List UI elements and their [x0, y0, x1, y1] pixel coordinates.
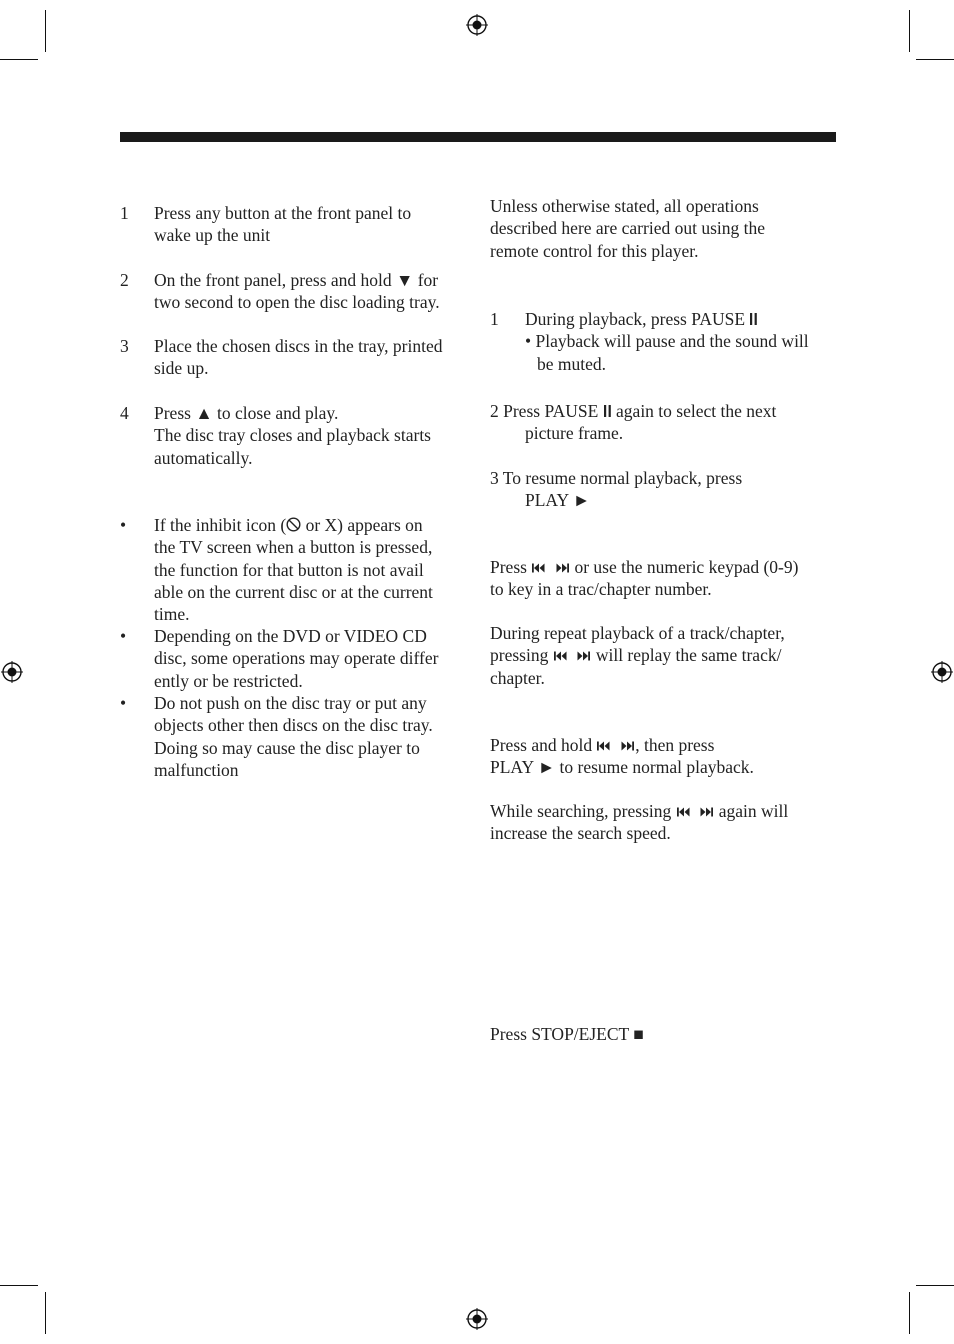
skip-next-icon — [699, 806, 714, 818]
bullet: • — [120, 515, 127, 535]
pause-icon — [603, 404, 612, 418]
crop-mark — [0, 59, 38, 60]
crop-mark — [909, 1292, 910, 1334]
intro-text: Unless otherwise stated, all operations described here are carried out using the remote control for this player. — [490, 196, 766, 261]
pause-icon — [749, 312, 758, 326]
step-number: 1 — [120, 203, 129, 223]
registration-mark-icon — [466, 14, 488, 36]
skip-next-icon — [620, 740, 635, 752]
crop-mark — [45, 10, 46, 52]
note-text: Depending on the DVD or VIDEO CD disc, some operations may operate differ ently or be restricted. — [154, 626, 439, 691]
skip-text: During repeat playback of a track/chapter, pressing will replay the same track/ chapter. — [490, 623, 785, 688]
skip-previous-icon — [596, 740, 611, 752]
pause-step: 2 Press PAUSE again to select the next picture frame. — [490, 401, 777, 444]
pause-step: 3 To resume normal playback, press PLAY ► — [490, 468, 743, 511]
crop-mark — [45, 1292, 46, 1334]
crop-mark — [916, 59, 954, 60]
skip-previous-icon — [676, 806, 691, 818]
step-text: Press any button at the front panel to wake up the unit — [154, 203, 412, 246]
stop-text: Press STOP/EJECT ■ — [490, 1024, 644, 1044]
step-text: On the front panel, press and hold ▼ for two second to open the disc loading tray. — [154, 270, 440, 313]
step-text: Press ▲ to close and play. The disc tray closes and playback starts automatically. — [154, 403, 431, 468]
registration-mark-icon — [466, 1308, 488, 1330]
inhibit-icon — [286, 517, 301, 532]
crop-mark — [916, 1285, 954, 1286]
step-number: 3 — [120, 336, 129, 356]
crop-mark — [909, 10, 910, 52]
step-number: 4 — [120, 403, 129, 423]
skip-next-icon — [576, 650, 591, 662]
crop-mark — [0, 1285, 38, 1286]
header-bar — [120, 132, 836, 142]
registration-mark-icon — [1, 661, 23, 683]
skip-previous-icon — [531, 562, 546, 574]
step-number: 2 — [120, 270, 129, 290]
search-text: Press and hold , then press PLAY ► to resume normal playback. — [490, 735, 754, 778]
pause-step: During playback, press PAUSE • Playback will pause and the sound will be muted. — [525, 309, 809, 374]
search-text: While searching, pressing again will increase the search speed. — [490, 801, 789, 844]
skip-text: Press or use the numeric keypad (0-9) to key in a trac/chapter number. — [490, 557, 799, 600]
registration-mark-icon — [931, 661, 953, 683]
skip-previous-icon — [553, 650, 568, 662]
bullet: • — [120, 626, 127, 646]
step-text: Place the chosen discs in the tray, printed side up. — [154, 336, 443, 379]
bullet: • — [120, 693, 127, 713]
step-number: 1 — [490, 309, 499, 329]
note-text: Do not push on the disc tray or put any objects other then discs on the disc tray. Doing so may cause the disc player to malfunction — [154, 693, 433, 780]
skip-next-icon — [555, 562, 570, 574]
note-text: If the inhibit icon ( or X) appears on the TV screen when a button is pressed, the function for that button is not avail able on the current disc or at the current time. — [154, 515, 433, 625]
